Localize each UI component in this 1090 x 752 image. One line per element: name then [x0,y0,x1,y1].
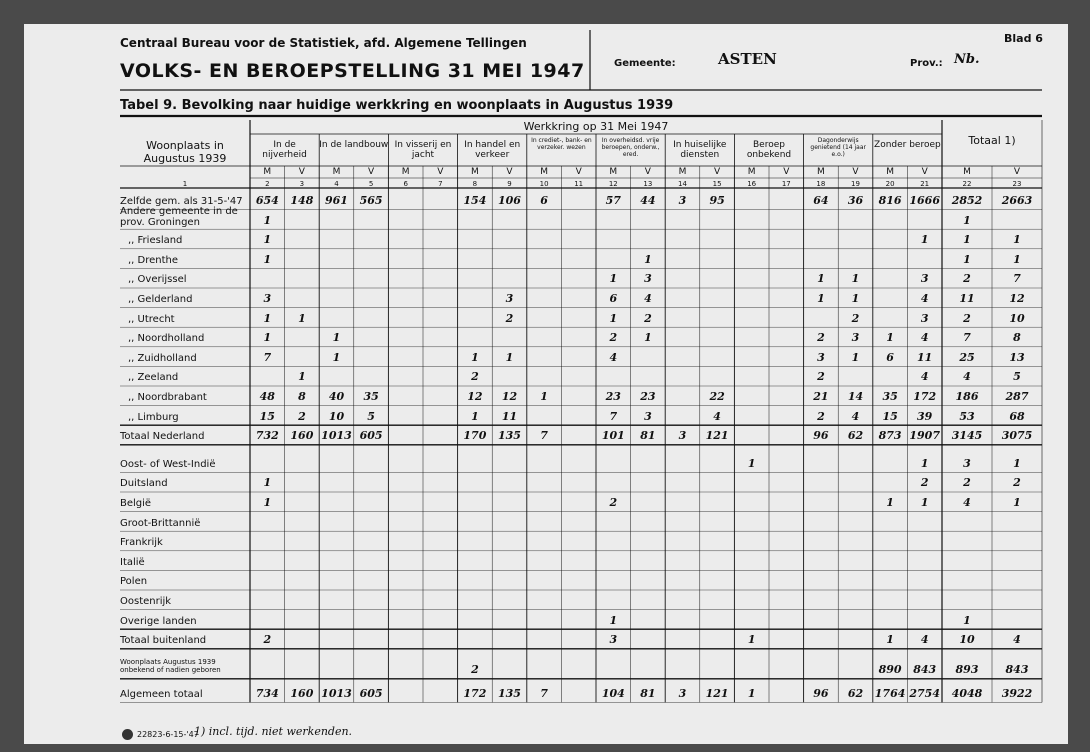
totaal-header: Totaal 1) [968,134,1016,147]
row-label: ,, Gelderland [128,294,193,305]
row-label: België [120,498,152,509]
table-cell: 1 [920,233,929,247]
row-label: ,, Limburg [128,411,179,423]
printer-logo-icon [122,729,133,740]
sex-header: M [963,167,971,177]
group-header-6: In overheidsd. vrije beroepen, onderw., ered. [601,137,660,158]
sex-header: V [644,167,651,177]
table-cell: 565 [359,194,383,207]
table-cell: 1 [609,311,618,325]
column-number: 13 [643,180,653,188]
table-cell: 21 [813,390,829,403]
census-form-sheet [24,24,1068,744]
table-cell: 1 [263,213,272,227]
table-cell: 25 [959,350,975,364]
table-cell: 170 [463,429,487,443]
table-cell: 39 [917,409,933,423]
table-cell: 1666 [909,194,940,207]
table-cell: 1 [920,456,929,470]
table-cell: 1 [298,370,306,384]
table-cell: 11 [501,409,518,423]
table-cell: 605 [359,686,383,700]
table-cell: 13 [1009,350,1025,364]
column-number: 11 [574,180,584,188]
table-cell: 4 [713,409,721,423]
table-cell: 135 [498,429,521,443]
table-cell: 4 [644,292,652,305]
table-cell: 3 [505,292,514,305]
sex-header: M [678,167,687,177]
row-label: Oost- of West-Indië [120,458,216,470]
table-cell: 4 [609,350,618,364]
table-cell: 35 [363,390,379,403]
table-cell: 1013 [321,429,352,443]
table-cell: 101 [601,429,625,443]
table-cell: 3 [644,409,652,423]
table-cell: 3075 [1001,429,1033,443]
table-cell: 2 [609,496,618,509]
row-label: Totaal buitenland [120,635,207,647]
row-label: Groot-Brittannië [120,517,201,529]
table-cell: 4 [1013,633,1021,647]
sex-header: M [263,167,272,177]
table-cell: 3 [644,272,652,286]
print-code: 22823-6-15-'47 [137,730,199,739]
table-cell: 106 [498,194,521,207]
column-number: 7 [438,180,443,188]
sex-header: V [437,167,444,177]
column-number: 23 [1012,180,1022,188]
table-cell: 62 [847,429,864,443]
table-cell: 1 [817,272,825,286]
table-cell: 10 [959,633,975,647]
table-cell: 1 [263,496,272,509]
column-number: 18 [816,180,826,188]
sex-header: M [540,167,548,177]
table-cell: 15 [259,409,275,423]
table-cell: 4048 [951,686,983,700]
table-cell: 3 [678,194,687,207]
table-cell: 1 [332,350,341,364]
row-label: ,, Friesland [128,235,183,247]
column-number: 14 [678,180,687,188]
table-cell: 35 [882,390,898,403]
table-cell: 1 [609,272,618,286]
table-cell: 2663 [1001,194,1033,207]
table-cell: 2 [644,311,652,325]
table-cell: 1 [886,633,894,647]
group-header-7: In huiselijke diensten [673,140,727,160]
column-number: 3 [299,180,305,188]
table-cell: 23 [605,390,621,403]
table-cell: 961 [325,194,348,207]
table-cell: 1 [263,252,272,266]
table-cell: 893 [955,662,979,676]
table-cell: 48 [259,390,275,403]
table-cell: 40 [328,390,345,403]
row-label: ,, Noordholland [128,333,205,345]
table-cell: 96 [813,429,829,443]
table-cell: 68 [1009,409,1025,423]
woonplaats-header: Woonplaats in Augustus 1939 [143,139,227,165]
table-cell: 23 [640,390,656,403]
table-cell: 1 [1013,252,1021,266]
table-cell: 1 [1013,496,1021,509]
table-cell: 4 [851,409,860,423]
table-title: Tabel 9. Bevolking naar huidige werkkring en woonplaats in Augustus 1939 [120,98,674,113]
table-cell: 1 [471,409,479,423]
group-header-1: In de nijverheid [262,140,307,160]
table-cell: 1 [505,350,514,364]
table-cell: 22 [709,390,725,403]
sex-header: V [852,167,859,177]
table-cell: 12 [467,390,483,403]
group-header-2: In de landbouw [319,140,389,150]
table-cell: 1907 [909,429,940,443]
table-cell: 2 [298,409,306,423]
group-header-5: In crediet-, bank- en verzeker. wezen [531,137,592,151]
table-cell: 160 [290,429,314,443]
table-cell: 135 [498,686,521,700]
column-number: 8 [472,180,478,188]
table-cell: 1 [747,633,756,647]
table-cell: 7 [963,331,971,345]
sex-header: V [1013,167,1021,177]
table-cell: 2 [851,311,860,325]
footnote: 1) incl. tijd. niet werkenden. [194,725,353,738]
column-number: 1 [182,180,188,188]
column-number: 16 [747,180,757,188]
sex-header: M [609,167,618,177]
table-cell: 1 [263,476,272,490]
table-cell: 2 [505,311,514,325]
table-cell: 4 [963,496,971,509]
table-cell: 36 [847,194,864,207]
table-cell: 12 [501,390,518,403]
form-title: VOLKS- EN BEROEPSTELLING 31 MEI 1947 [120,60,585,82]
table-cell: 1 [263,311,272,325]
table-cell: 8 [298,390,306,403]
table-cell: 104 [601,686,625,700]
column-number: 21 [920,180,930,188]
table-cell: 3 [609,633,618,647]
table-cell: 2 [963,476,971,490]
table-cell: 8 [1013,331,1021,345]
group-header-10: Zonder beroep [874,140,941,150]
sex-header: V [506,167,513,177]
table-cell: 3 [263,292,272,305]
table-cell: 121 [705,686,729,700]
group-header-8: Beroep onbekend [746,140,792,160]
row-label: Zelfde gem. als 31-5-'47 [120,196,243,207]
organisation-name: Centraal Bureau voor de Statistiek, afd. Algemene Tellingen [120,36,527,50]
table-cell: 1 [963,213,971,227]
table-cell: 1 [747,686,756,700]
table-cell: 15 [882,409,898,423]
table-cell: 1 [851,350,860,364]
table-cell: 44 [640,194,656,207]
table-cell: 1 [263,331,272,345]
column-number: 17 [781,180,791,188]
column-number: 20 [885,180,895,188]
table-cell: 1 [747,456,756,470]
table-cell: 10 [1009,311,1025,325]
table-cell: 2 [471,370,479,384]
table-cell: 1 [332,331,341,345]
table-cell: 816 [878,194,902,207]
table-cell: 95 [709,194,725,207]
table-cell: 3 [920,311,929,325]
province-value: Nb. [954,52,980,67]
table-cell: 1 [851,292,860,305]
table-cell: 12 [1009,292,1025,305]
table-cell: 53 [959,409,975,423]
table-cell: 81 [640,429,656,443]
row-label: Frankrijk [120,537,163,549]
table-cell: 2 [963,311,971,325]
table-cell: 4 [920,633,929,647]
table-cell: 6 [886,350,894,364]
table-cell: 3 [678,686,687,700]
table-cell: 7 [263,350,272,364]
group-header-4: In handel en verkeer [464,140,521,160]
table-cell: 1 [644,331,652,345]
row-label: Algemeen totaal [120,688,203,700]
table-cell: 2 [817,409,825,423]
table-cell: 2 [817,331,825,345]
column-number: 12 [608,180,618,188]
table-cell: 1 [263,233,272,247]
table-cell: 654 [255,194,279,207]
column-number: 5 [368,180,374,188]
table-cell: 734 [255,686,279,700]
sex-header: M [886,167,894,177]
column-number: 4 [334,180,339,188]
table-cell: 1 [817,292,825,305]
table-cell: 2 [471,662,479,676]
table-cell: 121 [705,429,729,443]
table-cell: 1 [886,331,894,345]
table-cell: 605 [359,429,383,443]
column-number: 19 [851,180,860,188]
sex-header: M [747,167,756,177]
table-cell: 1 [963,233,971,247]
table-cell: 1 [609,613,618,627]
row-label: Duitsland [120,478,168,490]
sex-header: V [575,167,582,177]
table-cell: 890 [878,662,902,676]
sex-header: V [783,167,790,177]
table-cell: 2 [1013,476,1021,490]
column-number: 22 [962,180,972,188]
table-cell: 843 [1005,662,1029,676]
table-cell: 5 [367,409,375,423]
province-label: Prov.: [910,58,943,69]
group-header-9: Dagonderwijs genietend (14 jaar e.o.) [810,137,866,158]
column-number: 10 [539,180,549,188]
table-cell: 64 [813,194,829,207]
table-cell: 1 [963,252,971,266]
row-label: ,, Noordbrabant [128,392,207,403]
table-cell: 1 [851,272,860,286]
table-cell: 2 [817,370,825,384]
table-cell: 160 [290,686,314,700]
gemeente-label: Gemeente: [614,58,676,69]
row-label: Andere gemeente in de prov. Groningen [120,205,238,228]
werkkring-header: Werkkring op 31 Mei 1947 [523,120,669,133]
sex-header: V [298,167,305,177]
row-label: ,, Zuidholland [128,352,197,364]
row-label: Polen [120,576,148,588]
table-cell: 2754 [909,686,940,700]
column-number: 6 [403,180,408,188]
table-cell: 7 [540,429,548,443]
table-cell: 2 [609,331,618,345]
row-label: Totaal Nederland [120,431,205,443]
sex-header: M [401,167,410,177]
group-header-3: In visserij en jacht [394,140,452,160]
table-cell: 2 [263,633,272,647]
table-cell: 10 [328,409,345,423]
table-cell: 7 [1013,272,1021,286]
table-cell: 154 [463,194,487,207]
table-cell: 287 [1005,390,1029,403]
sex-header: V [368,167,375,177]
table-cell: 4 [920,292,929,305]
sex-header: M [471,167,479,177]
table-cell: 1 [1013,233,1021,247]
table-cell: 81 [640,686,656,700]
table-cell: 3 [678,429,687,443]
table-cell: 3922 [1001,686,1033,700]
table-cell: 1 [540,390,548,403]
row-label: ,, Drenthe [128,254,179,266]
row-label: ,, Utrecht [128,313,175,325]
table-cell: 2 [920,476,929,490]
table-cell: 1 [298,311,306,325]
table-cell: 1 [1013,456,1021,470]
column-number: 2 [265,180,270,188]
table-cell: 4 [920,370,929,384]
table-cell: 2852 [951,194,983,207]
table-cell: 96 [813,686,829,700]
table-cell: 148 [290,194,314,207]
table-cell: 4 [963,370,971,384]
table-cell: 3 [851,331,860,345]
table-cell: 5 [1013,370,1021,384]
table-cell: 1 [644,252,652,266]
table-cell: 1 [886,496,894,509]
sex-header: M [332,167,341,177]
table-cell: 11 [959,292,975,305]
table-cell: 4 [920,331,929,345]
row-label: Overige landen [120,615,197,627]
row-label: Woonplaats Augustus 1939 onbekend of nadien geboren [120,657,221,674]
sex-header: V [714,167,721,177]
table-cell: 873 [878,429,902,443]
table-cell: 1 [963,613,971,627]
table-cell: 62 [847,686,864,700]
table-cell: 6 [540,194,548,207]
column-number: 9 [507,180,512,188]
row-label: Italië [120,556,145,568]
table-cell: 1 [471,350,479,364]
row-label: ,, Zeeland [128,372,179,384]
table-cell: 11 [917,350,933,364]
row-label: Oostenrijk [120,596,172,607]
table-cell: 14 [847,390,864,403]
gemeente-value: ASTEN [718,50,777,68]
table-cell: 3 [817,350,825,364]
table-cell: 57 [605,194,621,207]
table-cell: 7 [540,686,548,700]
sex-header: M [817,167,825,177]
table-cell: 1013 [321,686,352,700]
table-cell: 172 [463,686,487,700]
sex-header: V [921,167,928,177]
table-cell: 3145 [951,429,983,443]
table-cell: 1 [920,496,929,509]
table-cell: 3 [963,456,971,470]
table-cell: 732 [255,429,279,443]
table-cell: 7 [609,409,618,423]
sheet-number: Blad 6 [1004,32,1043,45]
table-cell: 843 [913,662,937,676]
column-number: 15 [712,180,722,188]
table-cell: 186 [955,390,979,403]
table-cell: 6 [609,292,618,305]
table-cell: 1764 [874,686,906,700]
row-label: ,, Overijssel [128,274,187,286]
table-cell: 172 [913,390,937,403]
table-cell: 3 [920,272,929,286]
table-cell: 2 [963,272,971,286]
